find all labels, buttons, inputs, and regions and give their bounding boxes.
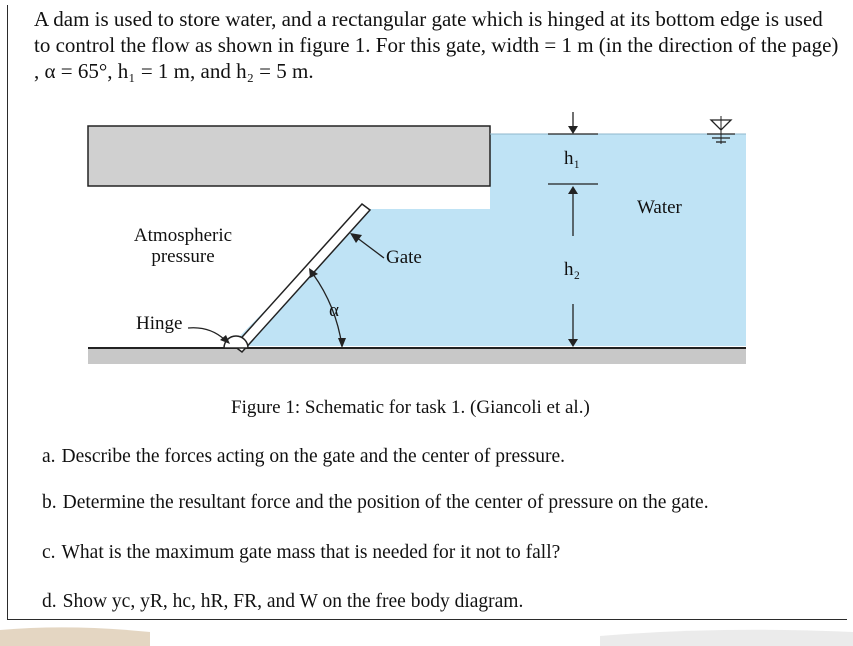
question-d-text: Show yc, yR, hc, hR, FR, and W on the free body diagram.: [62, 591, 524, 612]
question-d: [42, 591, 523, 613]
dam-gate-figure: [70, 96, 760, 406]
h1-arrowhead: [568, 126, 578, 134]
question-b: [42, 492, 709, 514]
problem-statement: [34, 6, 840, 84]
problem-line-3: , α = 65°, h₁ = 1 m, and h₂ = 5 m.: [34, 59, 314, 83]
question-b-text: Determine the resultant force and the position of the center of pressure on the gate.: [62, 492, 709, 513]
atmospheric-label-line-2: pressure: [151, 246, 215, 267]
question-d-letter: d.: [42, 591, 57, 612]
dam-gate-schematic: [70, 96, 760, 406]
hinge-label: Hinge: [136, 313, 183, 334]
water-label: Water: [637, 197, 682, 218]
footer-decoration: [0, 622, 853, 646]
h1-label: h₁: [564, 148, 581, 169]
hinge-leader: [188, 328, 225, 340]
question-c: [42, 542, 560, 564]
dam-slab: [88, 126, 490, 186]
question-b-letter: b.: [42, 492, 57, 513]
question-c-text: What is the maximum gate mass that is needed for it not to fall?: [61, 542, 561, 563]
h2-label: h₂: [564, 259, 581, 280]
question-a-text: Describe the forces acting on the gate and the center of pressure.: [61, 446, 566, 467]
question-a-letter: a.: [42, 446, 56, 467]
question-c-letter: c.: [42, 542, 56, 563]
problem-line-1: A dam is used to store water, and a rectangular gate which is hinged at its bottom edge is used: [34, 7, 823, 31]
problem-line-2: to control the flow as shown in figure 1. For this gate, width = 1 m (in the direction of the page): [34, 33, 839, 57]
question-a: [42, 446, 565, 468]
figure-caption: Figure 1: Schematic for task 1. (Giancoli et al.): [231, 397, 590, 418]
footer-swoosh-right: [600, 630, 853, 646]
gate-label: Gate: [386, 247, 422, 268]
footer-swoosh-left: [0, 627, 150, 646]
floor-base: [88, 348, 746, 364]
atmospheric-label-line-1: Atmospheric: [133, 225, 233, 246]
alpha-label: α: [329, 300, 339, 321]
